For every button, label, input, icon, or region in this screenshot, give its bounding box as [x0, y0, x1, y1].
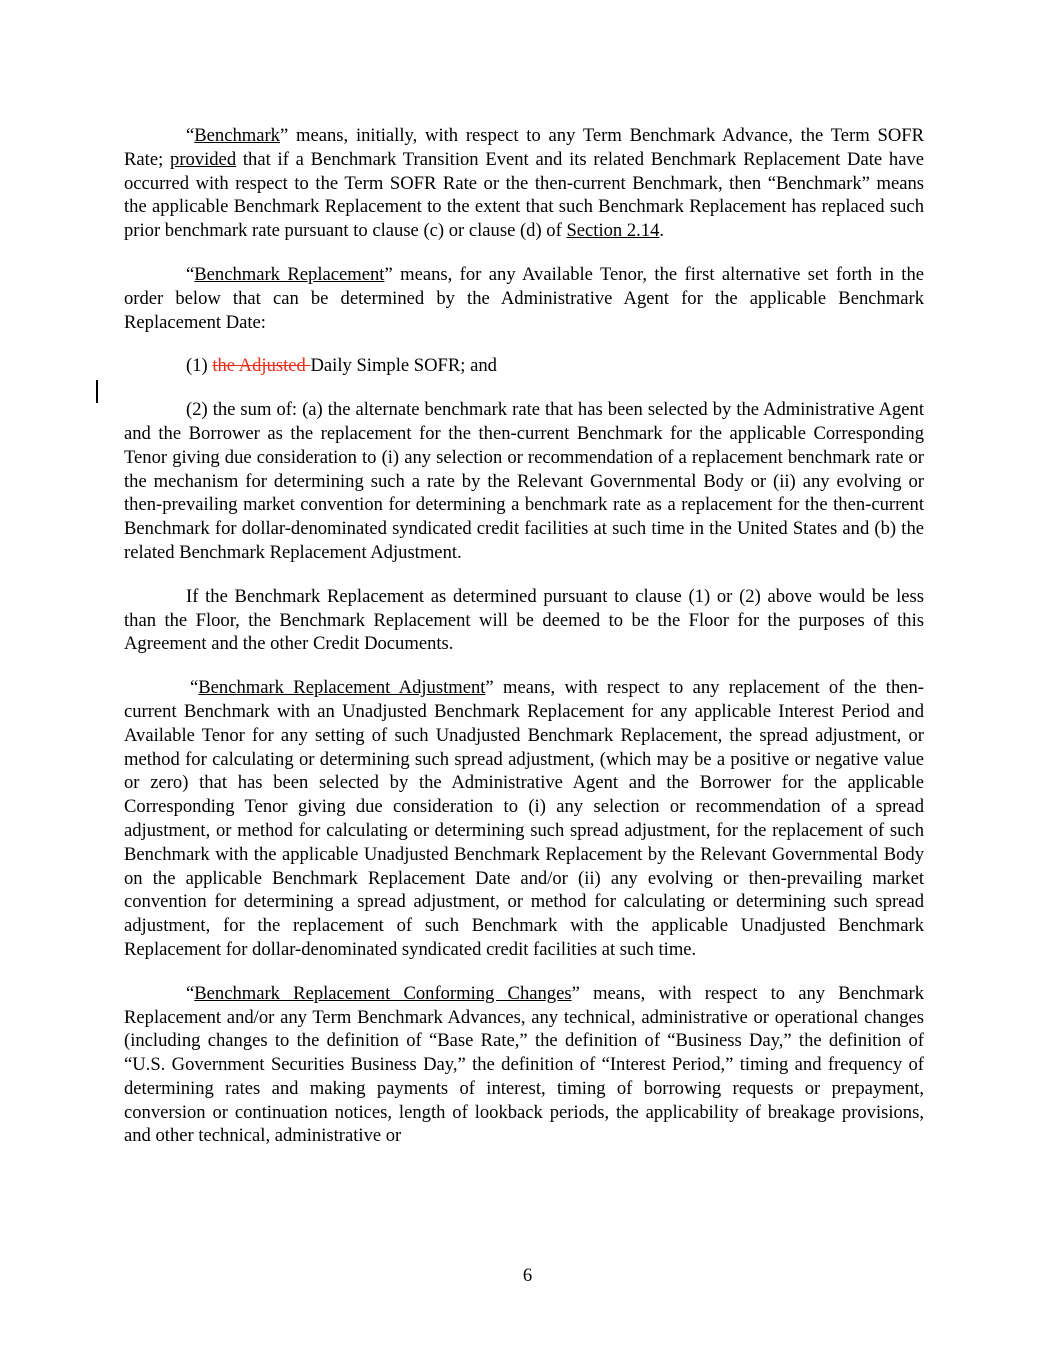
defined-term-benchmark-replacement-adjustment: Benchmark Replacement Adjustment	[198, 677, 486, 699]
section-reference: Section 2.14	[566, 220, 660, 242]
revision-change-bar	[96, 380, 98, 403]
definition-text: ” means, for any Available Tenor, the first alternative set forth in the order below that can be determined by the Administrative Agent for the applicable Benchmark Replacement Date:	[124, 263, 924, 333]
clause-1	[124, 354, 924, 378]
clause-2: (2) the sum of: (a) the alternate benchmark rate that has been selected by the Administrative Agent and the Borrower as the replacement for the then-current Benchmark for the applicable Corresponding Tenor giving due consideration to (i) any selection or recommendation of a replacement benchmark rate or the mechanism for determining such a rate by the Relevant Governmental Body or (ii) any evolving or then-prevailing market convention for determining a benchmark rate as a replacement for the then-current Benchmark for dollar-denominated syndicated credit facilities at such time in the United States and (b) the related Benchmark Replacement Adjustment.	[124, 399, 924, 563]
page-number: 6	[522, 1265, 533, 1286]
open-quote: “	[186, 263, 195, 285]
definition-benchmark-replacement	[124, 263, 924, 334]
definition-text: ” means, initially, with respect to any Term Benchmark Advance, the Term SOFR Rate;	[124, 125, 924, 170]
document-page	[124, 124, 924, 1168]
provided-term: provided	[170, 148, 237, 170]
open-quote: “	[186, 982, 195, 1004]
defined-term-benchmark: Benchmark	[194, 125, 280, 146]
definition-text: ” means, with respect to any Benchmark Replacement and/or any Term Benchmark Advances, any technical, administrative or operational changes (including changes to the definition of “Base Rate,” the definition of “Business Day,” the definition of “U.S. Government Securities Business Day,” the definition of “Interest Period,” timing and frequency of determining rates and making payments of interest, timing of borrowing requests or prepayment, conversion or continuation notices, length of lookback periods, the applicability of breakage provisions, and other technical, administrative or	[124, 982, 925, 1147]
definition-benchmark-replacement-adjustment	[124, 676, 924, 962]
defined-term-benchmark-replacement-conforming-changes: Benchmark Replacement Conforming Changes	[194, 982, 572, 1004]
definition-benchmark-replacement-conforming-changes	[124, 982, 924, 1149]
deleted-text: the Adjusted	[212, 355, 311, 377]
defined-term-benchmark-replacement: Benchmark Replacement	[194, 263, 385, 285]
definition-text: that if a Benchmark Transition Event and its related Benchmark Replacement Date have occurred with respect to the Term SOFR Rate or the then-current Benchmark, then “Benchmark” means the applicable Benchmark Replacement to the extent that such Benchmark Replacement has replaced such prior benchmark rate pursuant to clause (c) or clause (d) of	[124, 148, 925, 242]
open-quote: “	[186, 125, 195, 146]
clause-number: (1)	[186, 355, 213, 377]
clause-text: Daily Simple SOFR; and	[310, 355, 497, 377]
definition-benchmark	[124, 124, 924, 243]
definition-text: .	[659, 220, 665, 242]
open-quote: “	[190, 677, 199, 699]
floor-paragraph: If the Benchmark Replacement as determined pursuant to clause (1) or (2) above would be less than the Floor, the Benchmark Replacement will be deemed to be the Floor for the purposes of this Agreement and the other Credit Documents.	[124, 585, 924, 655]
definition-text: ” means, with respect to any replacement of the then-current Benchmark with an Unadjusted Benchmark Replacement for any applicable Interest Period and Available Tenor for any setting of such Unadjusted Benchmark Replacement, the spread adjustment, or method for calculating or determining such spread adjustment, (which may be a positive or negative value or zero) that has been selected by the Administrative Agent and the Borrower for the applicable Corresponding Tenor giving due consideration to (i) any selection or recommendation of a spread adjustment, or method for calculating or determining such spread adjustment, for the replacement of such Benchmark with the applicable Unadjusted Benchmark Replacement by the Relevant Governmental Body on the applicable Benchmark Replacement Date and/or (ii) any evolving or then-prevailing market convention for determining a spread adjustment, or method for calculating or determining such spread adjustment, for the replacement of such Benchmark with the applicable Unadjusted Benchmark Replacement for dollar-denominated syndicated credit facilities at such time.	[124, 677, 924, 960]
